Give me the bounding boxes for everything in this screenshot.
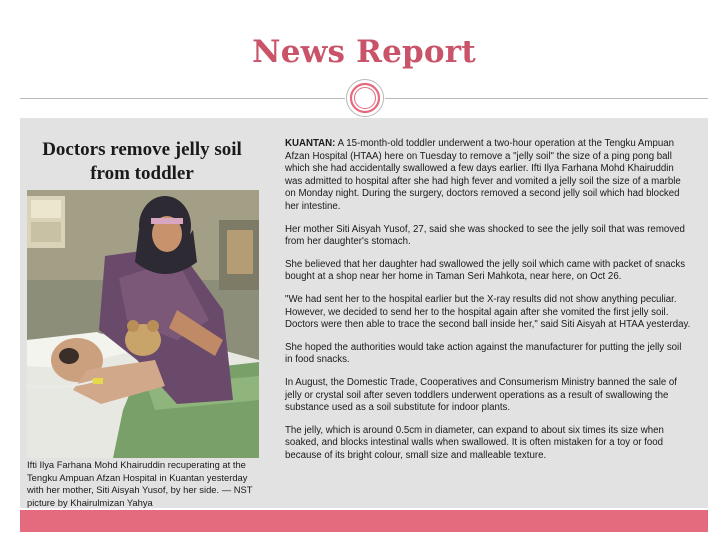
- photo-caption: Ifti Ilya Farhana Mohd Khairuddin recuperating at the Tengku Ampuan Afzan Hospital in Kuantan yesterday with her mother, Siti Aisyah Yusof, by her side. — NST picture by Khairulmizan Yahya: [27, 459, 253, 508]
- article-paragraph: "We had sent her to the hospital earlier but the X-ray results did not show anything peculiar. However, we decided to send her to the hospital again after she vomited the first jelly soil. Doctors were then able to trace the second ball inside her," said Siti Aisyah at HTAA yesterday.: [285, 293, 691, 331]
- footer-bar: [20, 510, 708, 532]
- news-photo: [27, 190, 259, 458]
- article-dateline: KUANTAN:: [285, 138, 336, 149]
- article-paragraph: In August, the Domestic Trade, Cooperatives and Consumerism Ministry banned the sale of jelly or crystal soil after seven toddlers underwent operations as a result of swallowing the substance used as a soil substitute for indoor plants.: [285, 376, 678, 414]
- news-photo-mother-and-toddler: [27, 190, 259, 458]
- article-paragraph: She hoped the authorities would take action against the manufacturer for putting the jelly soil in food snacks.: [285, 341, 682, 366]
- article-paragraph: Her mother Siti Aisyah Yusof, 27, said she was shocked to see the jelly soil that was removed from her daughter's stomach.: [285, 223, 685, 248]
- article-lead-text: A 15-month-old toddler underwent a two-hour operation at the Tengku Ampuan Afzan Hospital (HTAA) here on Tuesday to remove a "jelly soil" the size of a ping pong ball which she had accidentally swallowed a few days earlier. Ifti Ilya Farhana Mohd Khairuddin was admitted to hospital after she had high fever and vomited a jelly soil the size of a marble on Monday night. During the surgery, doctors removed a second jelly soil which had blocked her intestine.: [285, 138, 681, 212]
- article-paragraph: The jelly, which is around 0.5cm in diameter, can expand to about six times its size when soaked, and blocks intestinal walls when swallowed. It is often mistaken for a toy or food because of its bright colour, small size and malleable texture.: [285, 424, 664, 461]
- story-headline: Doctors remove jelly soil from toddler: [42, 139, 242, 184]
- title-divider-left: [20, 98, 345, 99]
- article-body: [285, 138, 691, 472]
- title-divider-right: [385, 98, 708, 99]
- ring-ornament-icon: [345, 78, 385, 118]
- slide-title: News Report: [252, 34, 476, 70]
- article-paragraph: [285, 138, 691, 214]
- article-paragraph: She believed that her daughter had swallowed the jelly soil which came with packet of snacks bought at a shop near her home in Taman Seri Mahkota, near here, on Oct 26.: [285, 258, 686, 283]
